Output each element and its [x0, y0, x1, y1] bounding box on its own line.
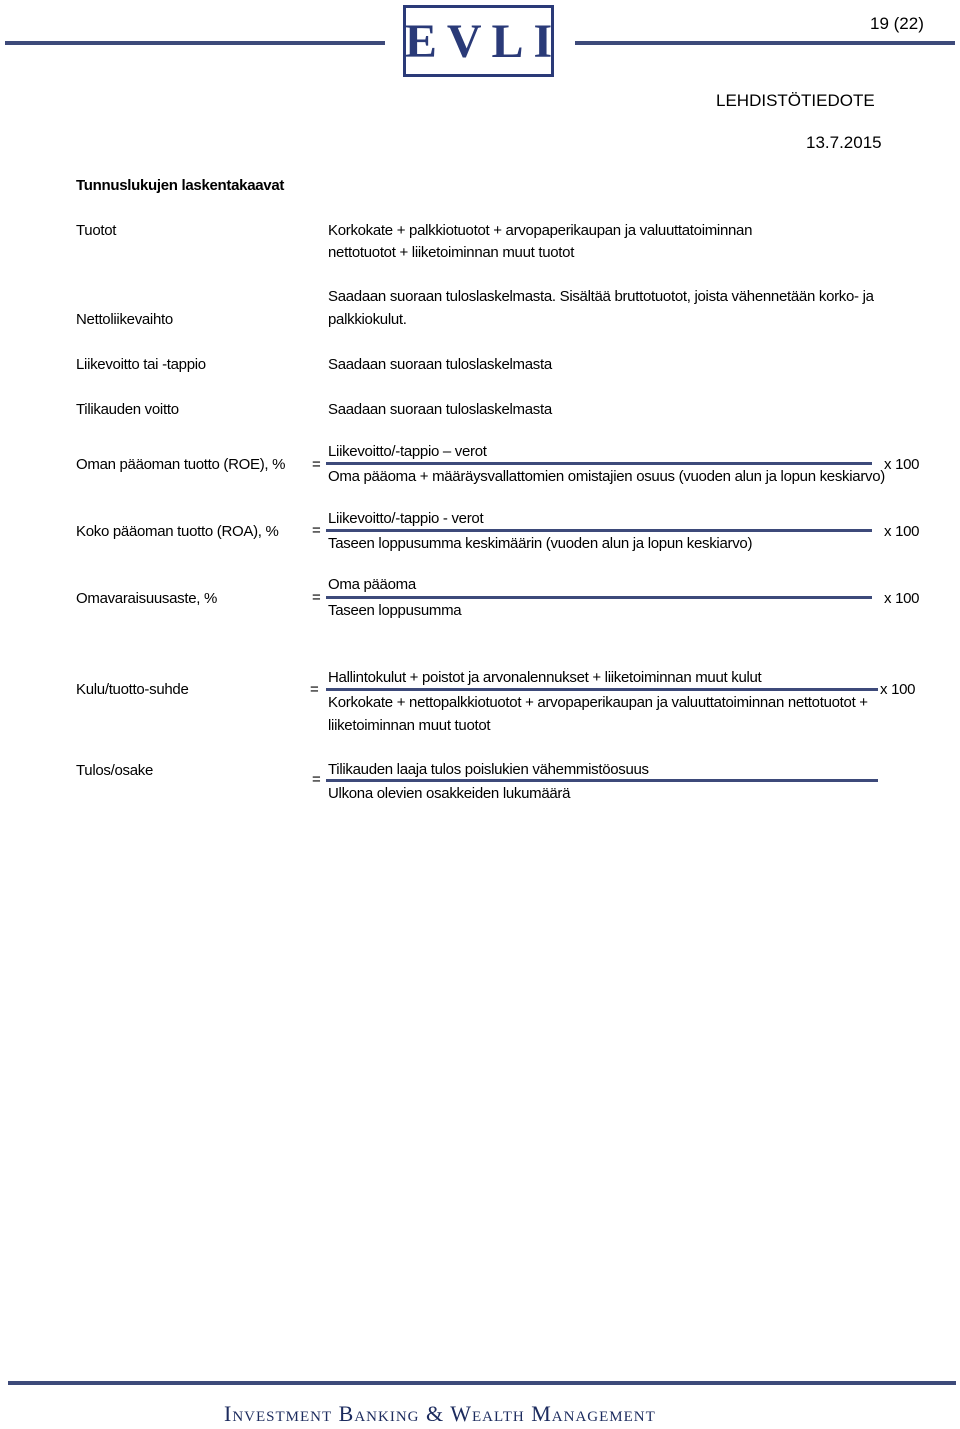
- roa-fraction-line: [326, 529, 872, 532]
- kulu-tuotto-denominator-line1: Korkokate + nettopalkkiotuotot + arvopaperikaupan ja valuuttatoiminnan nettotuotot +: [328, 694, 868, 711]
- roa-multiplier: x 100: [884, 523, 920, 540]
- roe-equals: =: [312, 456, 321, 473]
- omavaraisuusaste-equals: =: [312, 589, 321, 606]
- doc-date: 13.7.2015: [806, 133, 882, 152]
- roe-fraction-line: [326, 462, 872, 465]
- def-liikevoitto: Saadaan suoraan tuloslaskelmasta: [328, 356, 552, 373]
- footer-tagline: Investment Banking & Wealth Management: [224, 1401, 656, 1426]
- roa-denominator: Taseen loppusumma keskimäärin (vuoden alun ja lopun keskiarvo): [328, 535, 753, 552]
- term-tilikauden-voitto: Tilikauden voitto: [76, 401, 179, 418]
- doc-type: LEHDISTÖTIEDOTE: [716, 91, 875, 110]
- kulu-tuotto-denominator-line2: liiketoiminnan muut tuotot: [328, 717, 491, 734]
- evli-logo: [403, 5, 563, 77]
- def-nettoliikevaihto-line2: palkkiokulut.: [328, 311, 407, 328]
- term-omavaraisuusaste: Omavaraisuusaste, %: [76, 590, 218, 607]
- term-roa: Koko pääoman tuotto (ROA), %: [76, 523, 279, 540]
- logo-text: EVLI: [404, 14, 563, 68]
- header-rule-right: [575, 41, 955, 45]
- header-rule-left: [5, 41, 385, 45]
- def-tilikauden-voitto: Saadaan suoraan tuloslaskelmasta: [328, 401, 552, 418]
- kulu-tuotto-equals: =: [310, 681, 319, 698]
- footer-rule: [8, 1381, 956, 1385]
- tulos-osake-numerator: Tilikauden laaja tulos poislukien vähemmistöosuus: [328, 761, 649, 778]
- section-title: Tunnuslukujen laskentakaavat: [76, 177, 285, 194]
- page-number: 19 (22): [870, 14, 924, 33]
- tulos-osake-fraction-line: [326, 779, 878, 782]
- term-liikevoitto: Liikevoitto tai -tappio: [76, 356, 206, 373]
- omavaraisuusaste-denominator: Taseen loppusumma: [328, 602, 462, 619]
- kulu-tuotto-fraction-line: [326, 688, 878, 691]
- roe-denominator: Oma pääoma + määräysvallattomien omistajien osuus (vuoden alun ja lopun keskiarvo): [328, 468, 885, 485]
- term-tulos-osake: Tulos/osake: [76, 762, 154, 779]
- roe-multiplier: x 100: [884, 456, 920, 473]
- omavaraisuusaste-numerator: Oma pääoma: [328, 576, 416, 593]
- roa-equals: =: [312, 522, 321, 539]
- roa-numerator: Liikevoitto/-tappio - verot: [328, 510, 484, 527]
- kulu-tuotto-multiplier: x 100: [880, 681, 916, 698]
- roe-numerator: Liikevoitto/-tappio – verot: [328, 443, 487, 460]
- tulos-osake-denominator: Ulkona olevien osakkeiden lukumäärä: [328, 785, 571, 802]
- def-nettoliikevaihto-line1: Saadaan suoraan tuloslaskelmasta. Sisältää bruttotuotot, joista vähennetään korko- ja: [328, 288, 874, 305]
- omavaraisuusaste-multiplier: x 100: [884, 590, 920, 607]
- def-tuotot-line2: nettotuotot + liiketoiminnan muut tuotot: [328, 244, 575, 261]
- term-kulu-tuotto: Kulu/tuotto-suhde: [76, 681, 189, 698]
- tulos-osake-equals: =: [312, 771, 321, 788]
- term-roe: Oman pääoman tuotto (ROE), %: [76, 456, 286, 473]
- kulu-tuotto-numerator: Hallintokulut + poistot ja arvonalennukset + liiketoiminnan muut kulut: [328, 669, 762, 686]
- omavaraisuusaste-fraction-line: [326, 596, 872, 599]
- term-tuotot: Tuotot: [76, 222, 117, 239]
- term-nettoliikevaihto: Nettoliikevaihto: [76, 311, 173, 328]
- def-tuotot-line1: Korkokate + palkkiotuotot + arvopaperikaupan ja valuuttatoiminnan: [328, 222, 753, 239]
